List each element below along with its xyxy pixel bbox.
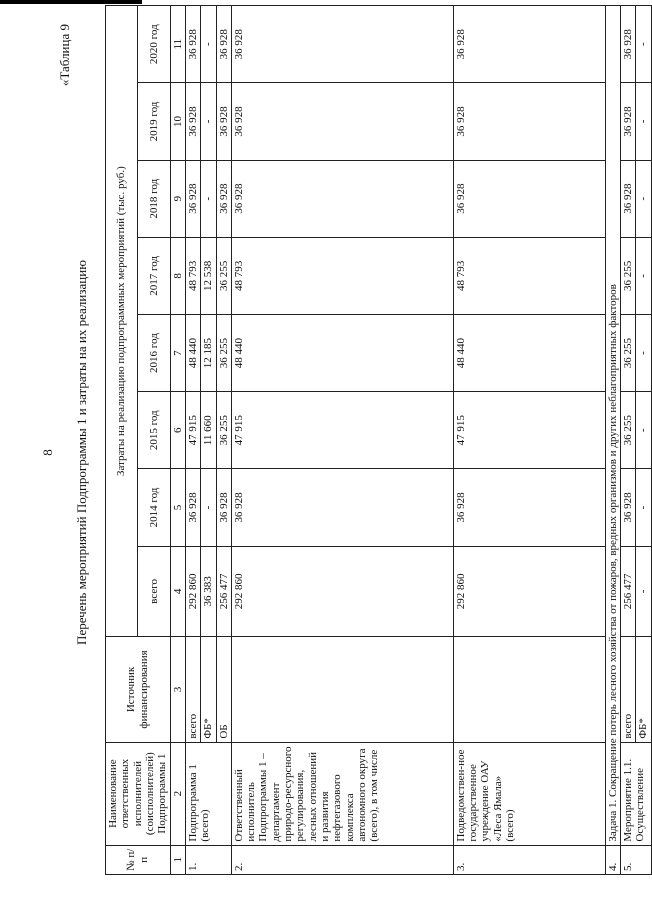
row-name: Ответственный исполнитель Подпрограммы 1 – департамент природо-ресурсного регулирования, лесных отношений и развития нефтегазового комплекса автономного округа (всего), в том числе xyxy=(231,742,453,845)
cell-value: 12 538 xyxy=(201,237,216,314)
cell-value: 36 928 xyxy=(621,6,636,83)
col-number: 4 xyxy=(170,546,185,637)
cell-value: 36 255 xyxy=(216,392,231,469)
header-year: 2017 год xyxy=(138,237,170,314)
table-title: Перечень мероприятий Подпрограммы 1 и затраты на их реализацию xyxy=(74,260,89,645)
header-year: 2015 год xyxy=(138,392,170,469)
header-source: Источник финансирования xyxy=(106,637,171,742)
cell-value: 36 255 xyxy=(621,392,636,469)
table-row xyxy=(621,6,636,875)
row-number: 5. xyxy=(621,845,652,874)
cell-value: 36 383 xyxy=(201,546,216,637)
col-number: 8 xyxy=(170,237,185,314)
row-name: Мероприятие 1.1. Осуществление xyxy=(621,742,652,845)
row-number: 3. xyxy=(453,845,605,874)
col-number: 7 xyxy=(170,314,185,391)
col-number: 2 xyxy=(170,742,185,845)
cell-value: 36 928 xyxy=(231,160,453,237)
cell-value: 36 928 xyxy=(216,469,231,546)
column-numbers-row xyxy=(170,6,185,875)
cell-value: 292 860 xyxy=(453,546,605,637)
cell-value: 36 255 xyxy=(621,314,636,391)
cell-value: 36 928 xyxy=(453,83,605,160)
table-row xyxy=(453,6,605,875)
header-year: 2014 год xyxy=(138,469,170,546)
cell-value: 11 660 xyxy=(201,392,216,469)
header-num: № п/п xyxy=(106,845,171,874)
cell-value: 36 928 xyxy=(185,83,200,160)
cell-value: - xyxy=(636,6,651,83)
cell-value: 36 928 xyxy=(231,6,453,83)
cell-value: 36 928 xyxy=(216,6,231,83)
cell-value: - xyxy=(636,160,651,237)
table-label: «Таблица 9 xyxy=(57,24,72,87)
col-number: 1 xyxy=(170,845,185,874)
cell-value: 47 915 xyxy=(185,392,200,469)
row-source xyxy=(231,637,453,742)
page-number: 8 xyxy=(40,449,55,456)
cell-value: 36 928 xyxy=(621,160,636,237)
cell-value: 36 255 xyxy=(216,314,231,391)
cell-value: 256 477 xyxy=(216,546,231,637)
cell-value: 36 928 xyxy=(185,6,200,83)
cell-value: - xyxy=(636,392,651,469)
cell-value: 36 928 xyxy=(621,83,636,160)
cell-value: - xyxy=(636,469,651,546)
cell-value: 36 928 xyxy=(216,83,231,160)
header-year: 2016 год xyxy=(138,314,170,391)
cell-value: - xyxy=(201,83,216,160)
col-number: 3 xyxy=(170,637,185,742)
header-year: 2020 год xyxy=(138,6,170,83)
cell-value: 36 928 xyxy=(621,469,636,546)
cell-value: 256 477 xyxy=(621,546,636,637)
cell-value: - xyxy=(636,237,651,314)
col-number: 5 xyxy=(170,469,185,546)
expenditure-table xyxy=(105,5,652,875)
cell-value: 48 793 xyxy=(185,237,200,314)
row-source: ФБ* xyxy=(201,637,216,742)
cell-value: 292 860 xyxy=(231,546,453,637)
row-number: 1. xyxy=(185,845,231,874)
cell-value: 48 440 xyxy=(231,314,453,391)
header-total: всего xyxy=(138,546,170,637)
row-source: всего xyxy=(185,637,200,742)
header-costs: Затраты на реализацию подпрограммных мероприятий (тыс. руб.) xyxy=(106,6,138,637)
cell-value: 292 860 xyxy=(185,546,200,637)
row-source xyxy=(453,637,605,742)
cell-value: - xyxy=(636,546,651,637)
cell-value: - xyxy=(201,160,216,237)
table-row xyxy=(231,6,453,875)
header-year: 2019 год xyxy=(138,83,170,160)
cell-value: 36 928 xyxy=(216,160,231,237)
cell-value: 36 928 xyxy=(231,83,453,160)
row-number: 4. xyxy=(605,845,620,874)
cell-value: 48 793 xyxy=(231,237,453,314)
cell-value: 36 928 xyxy=(453,469,605,546)
col-number: 9 xyxy=(170,160,185,237)
header-year: 2018 год xyxy=(138,160,170,237)
cell-value: - xyxy=(201,6,216,83)
col-number: 6 xyxy=(170,392,185,469)
cell-value: 36 928 xyxy=(231,469,453,546)
cell-value: - xyxy=(636,83,651,160)
cell-value: 36 255 xyxy=(216,237,231,314)
cell-value: 36 928 xyxy=(453,160,605,237)
col-number: 10 xyxy=(170,83,185,160)
cell-value: 48 440 xyxy=(453,314,605,391)
cell-value: - xyxy=(636,314,651,391)
cell-value: 47 915 xyxy=(231,392,453,469)
cell-value: 36 928 xyxy=(185,469,200,546)
cell-value: 36 928 xyxy=(453,6,605,83)
row-name: Подпрограмма 1 (всего) xyxy=(185,742,231,845)
cell-value: 48 440 xyxy=(185,314,200,391)
col-number: 11 xyxy=(170,6,185,83)
table-row xyxy=(185,6,200,875)
cell-value: 36 255 xyxy=(621,237,636,314)
cell-value: 36 928 xyxy=(185,160,200,237)
row-source: ФБ* xyxy=(636,637,651,742)
table-row xyxy=(605,6,620,875)
row-source: всего xyxy=(621,637,636,742)
header-name: Наименование ответственных исполнителей (соисполнителей) Подпрограммы 1 xyxy=(106,742,171,845)
cell-value: 47 915 xyxy=(453,392,605,469)
row-number: 2. xyxy=(231,845,453,874)
row-name: Подведомствен-ное государственное учреждение ОАУ «Леса Ямала» (всего) xyxy=(453,742,605,845)
header-row-1 xyxy=(106,6,138,875)
task-heading: Задача 1. Сокращение потерь лесного хозяйства от пожаров, вредных организмов и других неблагоприятных факторов xyxy=(605,6,620,846)
cell-value: - xyxy=(201,469,216,546)
cell-value: 48 793 xyxy=(453,237,605,314)
cell-value: 12 185 xyxy=(201,314,216,391)
row-source: ОБ xyxy=(216,637,231,742)
